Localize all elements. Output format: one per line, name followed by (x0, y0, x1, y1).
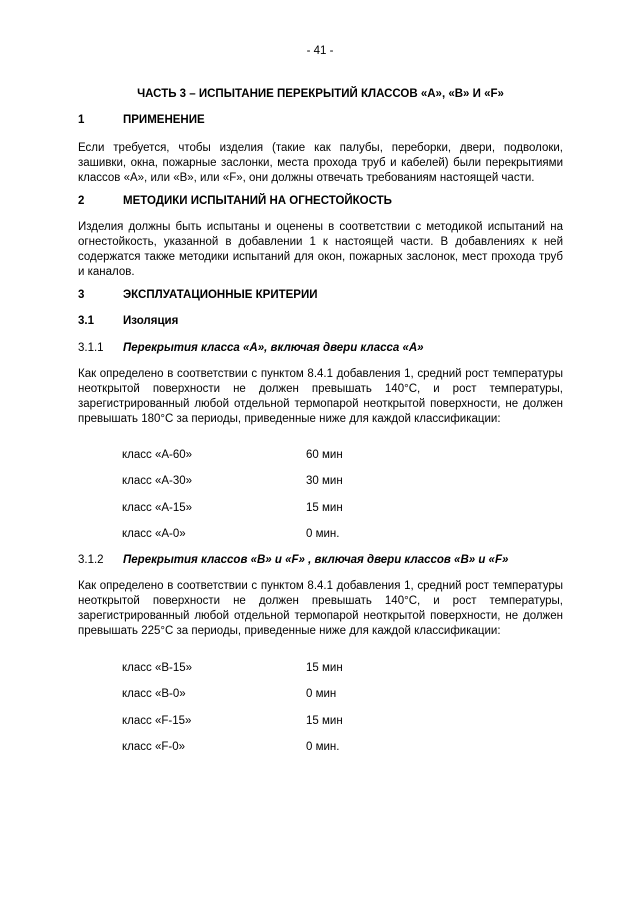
part-title: ЧАСТЬ 3 – ИСПЫТАНИЕ ПЕРЕКРЫТИЙ КЛАССОВ «А», «В» И «F» (137, 88, 504, 100)
section-number: 3.1 (78, 315, 94, 327)
section-title: Перекрытия классов «В» и «F» , включая двери классов «В» и «F» (123, 554, 509, 566)
section-number: 3.1.1 (78, 342, 104, 354)
class-label: класс «F-15» (122, 715, 192, 727)
section-number: 3.1.2 (78, 554, 104, 566)
page-number: - 41 - (306, 45, 334, 57)
class-duration: 30 мин (306, 475, 343, 487)
class-label: класс «А-60» (122, 449, 193, 461)
class-duration: 60 мин (306, 449, 343, 461)
section-2-paragraph: Изделия должны быть испытаны и оценены в соответствии с методикой испытаний на огнестойкость, указанной в добавлении 1 к настоящей части. В добавлениях к ней содержатся также методики испытаний для окон, пожарных заслонок, мест прохода труб и каналов. (78, 221, 563, 278)
class-label: класс «А-15» (122, 502, 193, 514)
section-number: 2 (78, 195, 85, 207)
section-title: ЭКСПЛУАТАЦИОННЫЕ КРИТЕРИИ (123, 289, 318, 301)
section-title: Перекрытия класса «А», включая двери класса «А» (123, 342, 424, 354)
section-number: 3 (78, 289, 85, 301)
class-duration: 0 мин. (306, 528, 340, 540)
section-1-paragraph: Если требуется, чтобы изделия (такие как палубы, переборки, двери, подволоки, зашивки, окна, пожарные заслонки, места прохода труб и кабелей) были перекрытиями классов «А», или «В», или «F», они должны отвечать требованиям настоящей части. (78, 142, 563, 184)
section-number: 1 (78, 114, 85, 126)
section-3-1-2-paragraph: Как определено в соответствии с пунктом 8.4.1 добавления 1, средний рост температуры неоткрытой поверхности не должен превышать 140°C, и рост температуры, зарегистрированный любой отдельной термопарой неоткрытой поверхности, не должен превышать 225°C за периоды, приведенные ниже для каждой классификации: (78, 580, 563, 637)
class-duration: 15 мин (306, 502, 343, 514)
class-label: класс «А-0» (122, 528, 186, 540)
section-title: МЕТОДИКИ ИСПЫТАНИЙ НА ОГНЕСТОЙКОСТЬ (123, 195, 392, 207)
class-label: класс «В-0» (122, 688, 186, 700)
class-label: класс «В-15» (122, 662, 193, 674)
class-label: класс «F-0» (122, 741, 186, 753)
class-label: класс «А-30» (122, 475, 193, 487)
class-duration: 0 мин (306, 688, 337, 700)
class-duration: 0 мин. (306, 741, 340, 753)
class-duration: 15 мин (306, 662, 343, 674)
class-duration: 15 мин (306, 715, 343, 727)
section-title: ПРИМЕНЕНИЕ (123, 114, 205, 126)
section-3-1-1-paragraph: Как определено в соответствии с пунктом 8.4.1 добавления 1, средний рост температуры неоткрытой поверхности не должен превышать 140°C, и рост температуры, зарегистрированный любой отдельной термопарой неоткрытой поверхности, не должен превышать 180°C за периоды, приведенные ниже для каждой классификации: (78, 368, 563, 425)
section-title: Изоляция (123, 315, 179, 327)
